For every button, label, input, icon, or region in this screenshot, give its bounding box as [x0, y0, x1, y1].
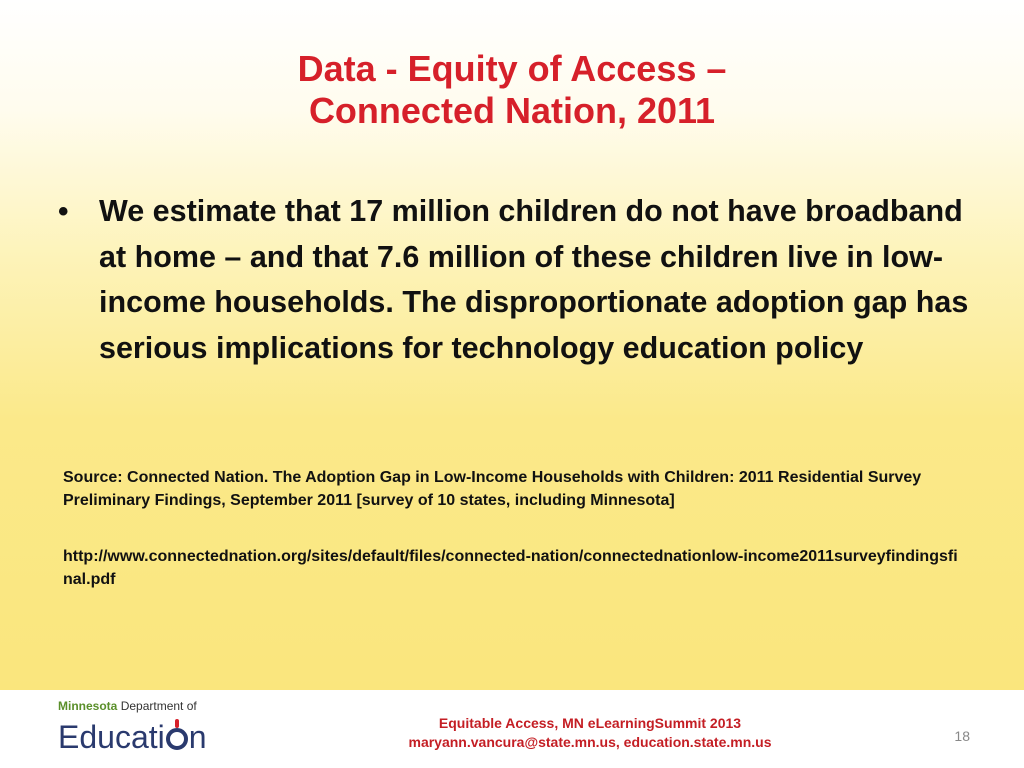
bullet-text: We estimate that 17 million children do not have broadband at home – and that 7.6 million of these children live in low-income households. The disproportionate adoption gap has serious implications for technology education policy	[99, 194, 969, 365]
logo-education-word	[58, 719, 207, 755]
logo-o-icon	[166, 728, 188, 750]
page-number: 18	[954, 728, 970, 744]
bullet-icon: •	[58, 195, 69, 228]
footer-line1: Equitable Access, MN eLearningSummit 2013	[438, 715, 742, 731]
bullet-item	[58, 189, 978, 371]
logo-dept: Department of	[120, 699, 197, 713]
logo-top-line	[58, 699, 207, 713]
bullet-list	[58, 189, 978, 371]
logo-word-end: n	[188, 719, 207, 755]
mde-logo	[58, 699, 207, 755]
source-url: http://www.connectednation.org/sites/default/files/connected-nation/connectednationlow-income2011surveyfindingsfinal.pdf	[63, 548, 958, 588]
slide-title-line2: Connected Nation, 2011	[308, 90, 716, 131]
source-citation: Source: Connected Nation. The Adoption Gap in Low-Income Households with Children: 2011 Residential Survey Preliminary Findings, September 2011 [survey of 10 states, including Minnesota]	[63, 469, 922, 509]
footer-line2: maryann.vancura@state.mn.us, education.state.mn.us	[408, 734, 772, 750]
logo-word-start: Educati	[58, 719, 165, 755]
slide-title	[0, 48, 1024, 132]
logo-state: Minnesota	[58, 699, 118, 713]
slide-title-line1: Data - Equity of Access –	[297, 48, 727, 89]
slide-footer	[0, 690, 1024, 768]
footer-credits	[360, 714, 820, 752]
